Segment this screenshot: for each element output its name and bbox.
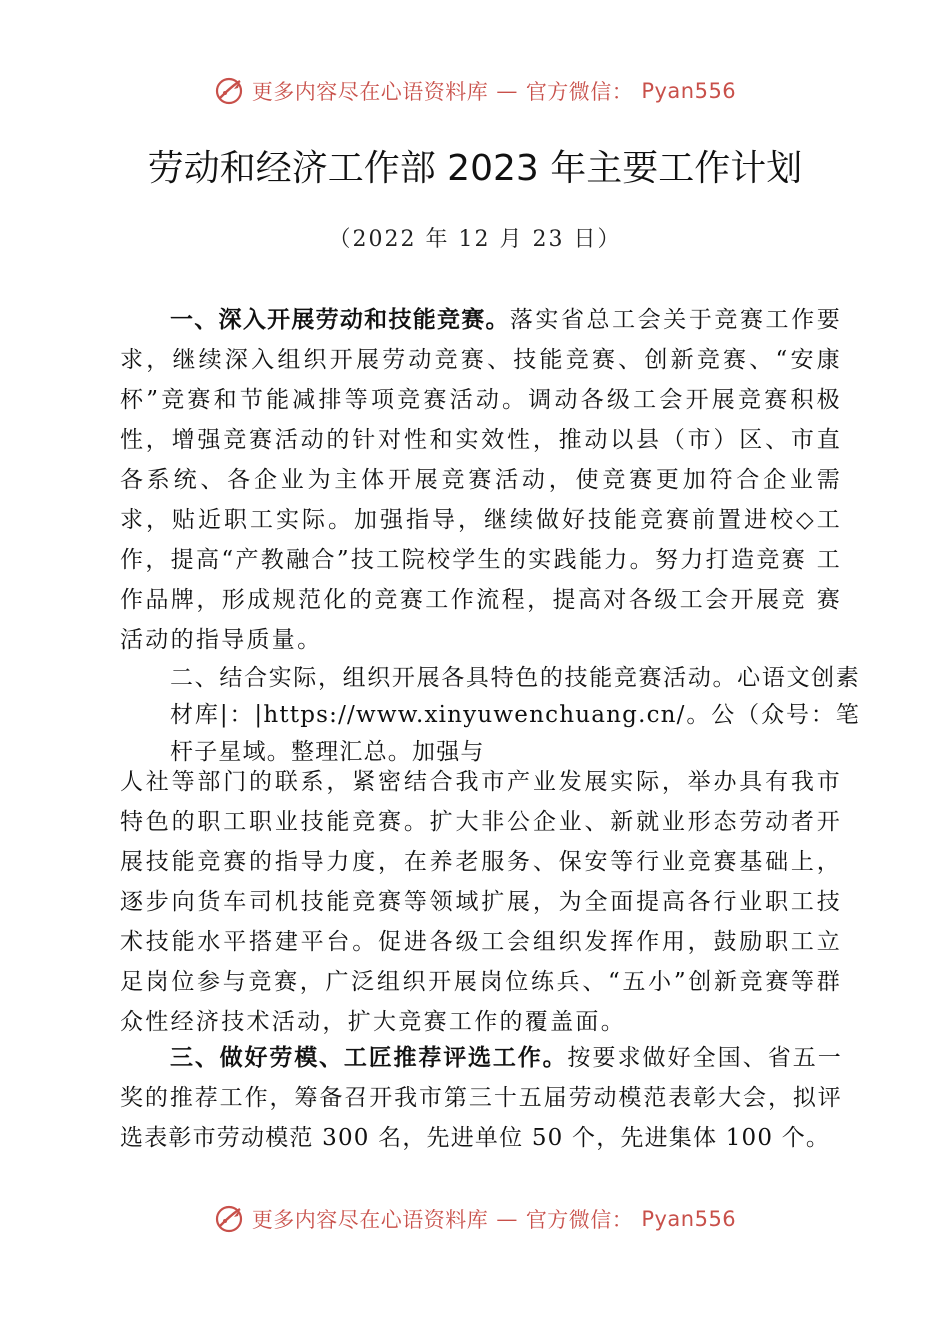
document-date: （2022 年 12 月 23 日） <box>328 227 622 252</box>
quill-logo-icon <box>214 1204 244 1234</box>
section-2-body: 人社等部门的联系，紧密结合我市产业发展实际，举办具有我市特色的职工职业技能竞赛。扩大非公企业、新就业形态劳动者开展技能竞赛的指导力度，在养老服务、保安等行业竞赛基础上，逐步向货车司机技能竞赛等领域扩展，为全面提高各行业职工技术技能水平搭建平台。促进各级工会组织发挥作用，鼓励职工立足岗位参与竞赛，广泛组织开展岗位练兵、“五小”创新竞赛等群众性经济技术活动，扩大竞赛工作的覆盖面。 <box>120 769 842 1035</box>
document-title: 劳动和经济工作部 2023 年主要工作计划 <box>147 148 803 189</box>
section-3-paragraph <box>120 1038 842 1158</box>
watermark-label: 官方微信： <box>525 80 634 104</box>
section-3-heading: 三、做好劳模、工匠推荐评选工作。 <box>170 1045 568 1071</box>
section-1-body: 落实省总工会关于竞赛工作要求，继续深入组织开展劳动竞赛、技能竞赛、创新竞赛、“安康杯”竞赛和节能减排等项竞赛活动。调动各级工会开展竞赛积极性，增强竞赛活动的针对性和实效性，推动以县（市）区、市直各系统、各企业为主体开展竞赛活动，使竞赛更加符合企业需求，贴近职工实际。加强指导，继续做好技能竞赛前置进校◇工 作，提高“产教融合”技工院校学生的实践能力。努力打造竞赛 工作品牌，形成规范化的竞赛工作流程，提高对各级工会开展竞 赛活动的指导质量。 <box>120 307 843 653</box>
watermark-footer <box>0 1204 950 1234</box>
section-2-first-lines: 二、结合实际，组织开展各具特色的技能竞赛活动。心语文创素材库|：|https://www.xinyuwenchuang.cn/。公（众号：笔杆子星域。整理汇总。加强与 <box>170 665 860 765</box>
section-1-heading: 一、深入开展劳动和技能竞赛。 <box>170 307 510 333</box>
watermark-text: 更多内容尽在心语资料库 <box>251 80 489 104</box>
watermark-text: 更多内容尽在心语资料库 <box>251 1208 489 1232</box>
watermark-separator: — <box>496 79 518 103</box>
watermark-separator: — <box>496 1207 518 1231</box>
watermark-header <box>0 76 950 106</box>
section-3-body: 按要求做好全国、省五一奖的推荐工作，筹备召开我市第三十五届劳动模范表彰大会，拟评选表彰市劳动模范 300 名，先进单位 50 个，先进集体 100 个。 <box>120 1045 843 1151</box>
watermark-id: Pyan556 <box>641 1207 737 1231</box>
section-1-paragraph <box>120 300 842 660</box>
watermark-id: Pyan556 <box>641 79 737 103</box>
quill-logo-icon <box>214 76 244 106</box>
watermark-label: 官方微信： <box>525 1208 634 1232</box>
